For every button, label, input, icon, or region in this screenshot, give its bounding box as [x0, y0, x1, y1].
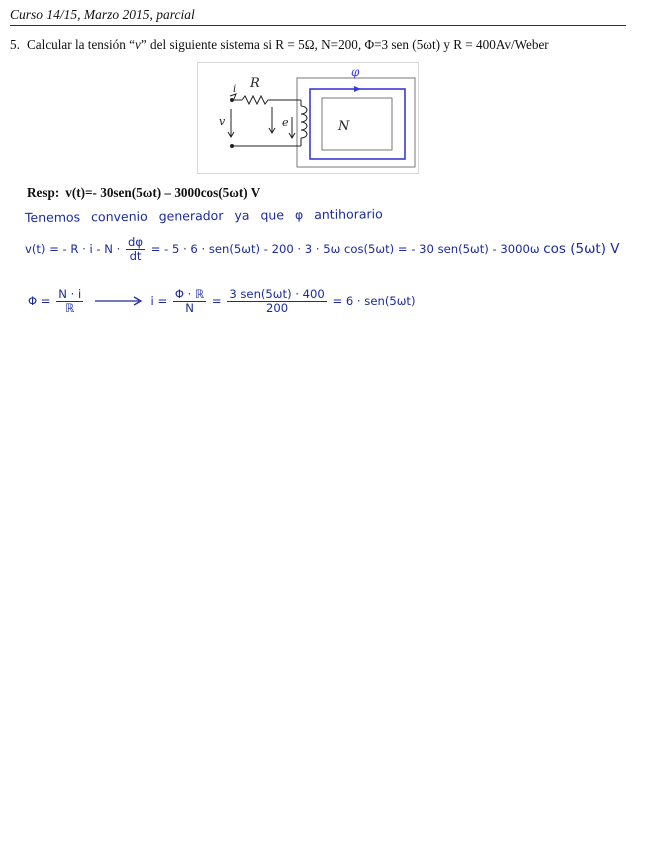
- eq2-f2-denominator: N: [185, 300, 194, 315]
- eq2-current: i =: [150, 293, 168, 308]
- phi-label: φ: [351, 65, 360, 79]
- coil: [301, 106, 307, 138]
- answer-text: v(t)=- 30sen(5ωt) – 3000cos(5ωt) V: [65, 185, 261, 200]
- eq1-frac-numerator: dφ: [128, 235, 144, 249]
- problem-statement: [10, 37, 640, 53]
- flux-arrow: [354, 86, 361, 92]
- circuit-diagram: [197, 62, 419, 174]
- eq2-result: = 6 · sen(5ωt): [332, 293, 416, 308]
- eq2-f3-denominator: 200: [265, 300, 289, 315]
- magnetic-circuit-figure: [197, 62, 419, 174]
- resistor-label: R: [250, 76, 260, 91]
- core-outer-edge: [297, 78, 415, 167]
- eq2-f1-numerator: N · i: [58, 287, 82, 301]
- eq2-f2-numerator: Φ · ℝ: [174, 287, 205, 301]
- problem-text-before: Calcular la tensión “: [27, 37, 136, 52]
- problem-text-after: ” del siguiente sistema si R = 5Ω, N=200, Φ=3 sen (5ωt) y R = 400Av/Weber: [140, 37, 549, 52]
- resistor: [242, 96, 268, 104]
- eq1-tail: cos (5ωt) V: [543, 240, 620, 257]
- core-window: [322, 98, 392, 150]
- eq1-expansion: = - 5 · 6 · sen(5ωt) - 200 · 3 · 5ω cos(5ωt) = - 30 sen(5ωt) - 3000ω: [150, 241, 540, 256]
- answer-line: [27, 185, 260, 201]
- eq2-fraction-current: [173, 288, 206, 315]
- handwritten-equation-current: [28, 288, 416, 315]
- implies-arrow-icon: [93, 296, 143, 306]
- emf-label: e: [282, 116, 289, 129]
- handwritten-equation-voltage: [25, 236, 620, 263]
- voltage-label: v: [219, 115, 226, 128]
- turns-label: N: [338, 119, 350, 134]
- eq1-lhs: v(t) = - R · i - N ·: [25, 241, 121, 256]
- problem-number: 5.: [10, 37, 20, 52]
- eq2-f3-numerator: 3 sen(5ωt) · 400: [229, 287, 325, 301]
- current-label: i: [233, 84, 237, 95]
- eq2-fraction-flux: [56, 288, 83, 315]
- problem-variable: v: [135, 37, 141, 52]
- eq2-phi: Φ =: [28, 293, 51, 308]
- answer-label: Resp:: [27, 185, 60, 200]
- handwritten-intro: Tenemos convenio generador ya que φ antihorario: [24, 206, 383, 225]
- flux-path: [310, 89, 405, 159]
- eq2-equals: =: [211, 293, 222, 308]
- course-header: Curso 14/15, Marzo 2015, parcial: [10, 7, 626, 26]
- eq2-f1-denominator: ℝ: [65, 300, 75, 315]
- eq1-derivative-fraction: [126, 236, 145, 263]
- eq2-fraction-substituted: [227, 288, 326, 315]
- eq1-frac-denominator: dt: [129, 248, 142, 263]
